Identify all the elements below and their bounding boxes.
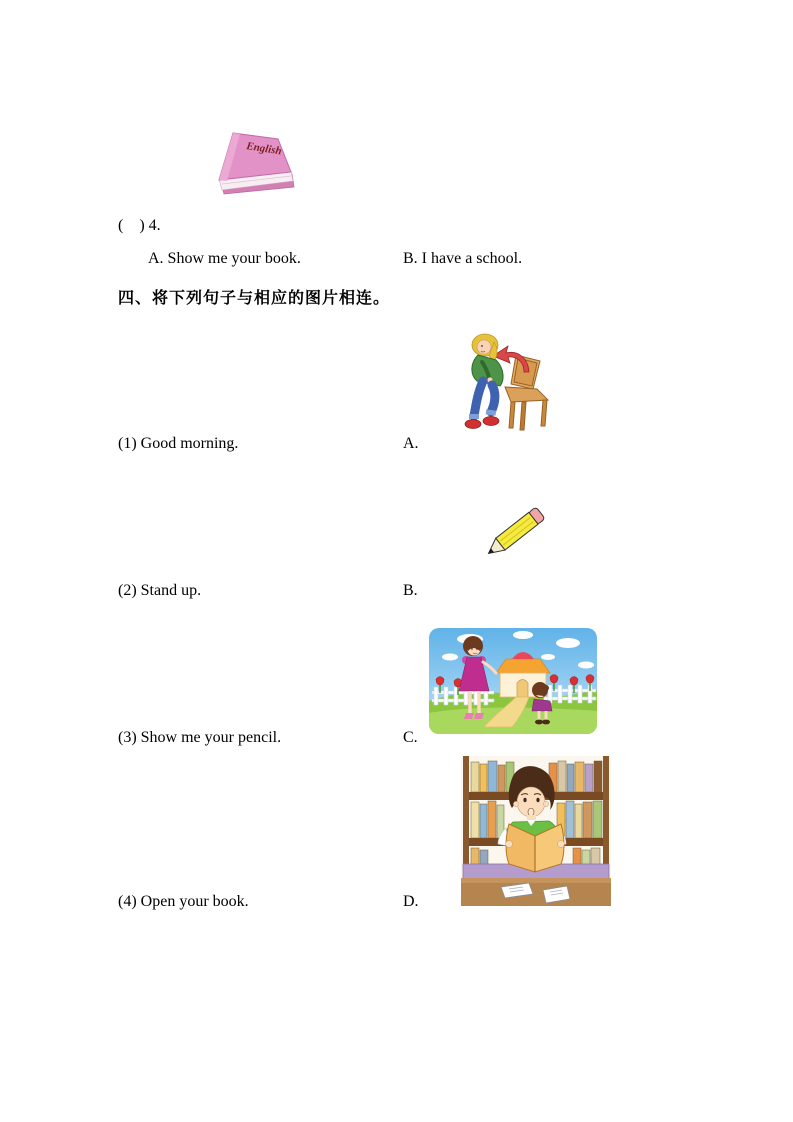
boy-reading-book-image	[461, 756, 611, 906]
book-title-text: English	[245, 140, 283, 158]
english-book-image	[202, 124, 314, 200]
morning-greeting-scene-image	[428, 627, 598, 737]
pencil-image	[478, 491, 558, 571]
match-letter-d: D.	[403, 893, 419, 910]
match-sentence-1: (1) Good morning.	[118, 435, 239, 452]
question-4-option-a: A. Show me your book.	[148, 250, 301, 267]
match-letter-a: A.	[403, 435, 419, 452]
girl-standing-from-chair-image	[458, 328, 558, 434]
question-4-option-b: B. I have a school.	[403, 250, 523, 267]
section-heading: 四、将下列句子与相应的图片相连。	[118, 290, 391, 307]
question-4-marker: ( ) 4.	[118, 217, 161, 234]
match-letter-b: B.	[403, 582, 418, 599]
match-sentence-4: (4) Open your book.	[118, 893, 249, 910]
match-letter-c: C.	[403, 729, 418, 746]
match-sentence-3: (3) Show me your pencil.	[118, 729, 282, 746]
match-sentence-2: (2) Stand up.	[118, 582, 202, 599]
